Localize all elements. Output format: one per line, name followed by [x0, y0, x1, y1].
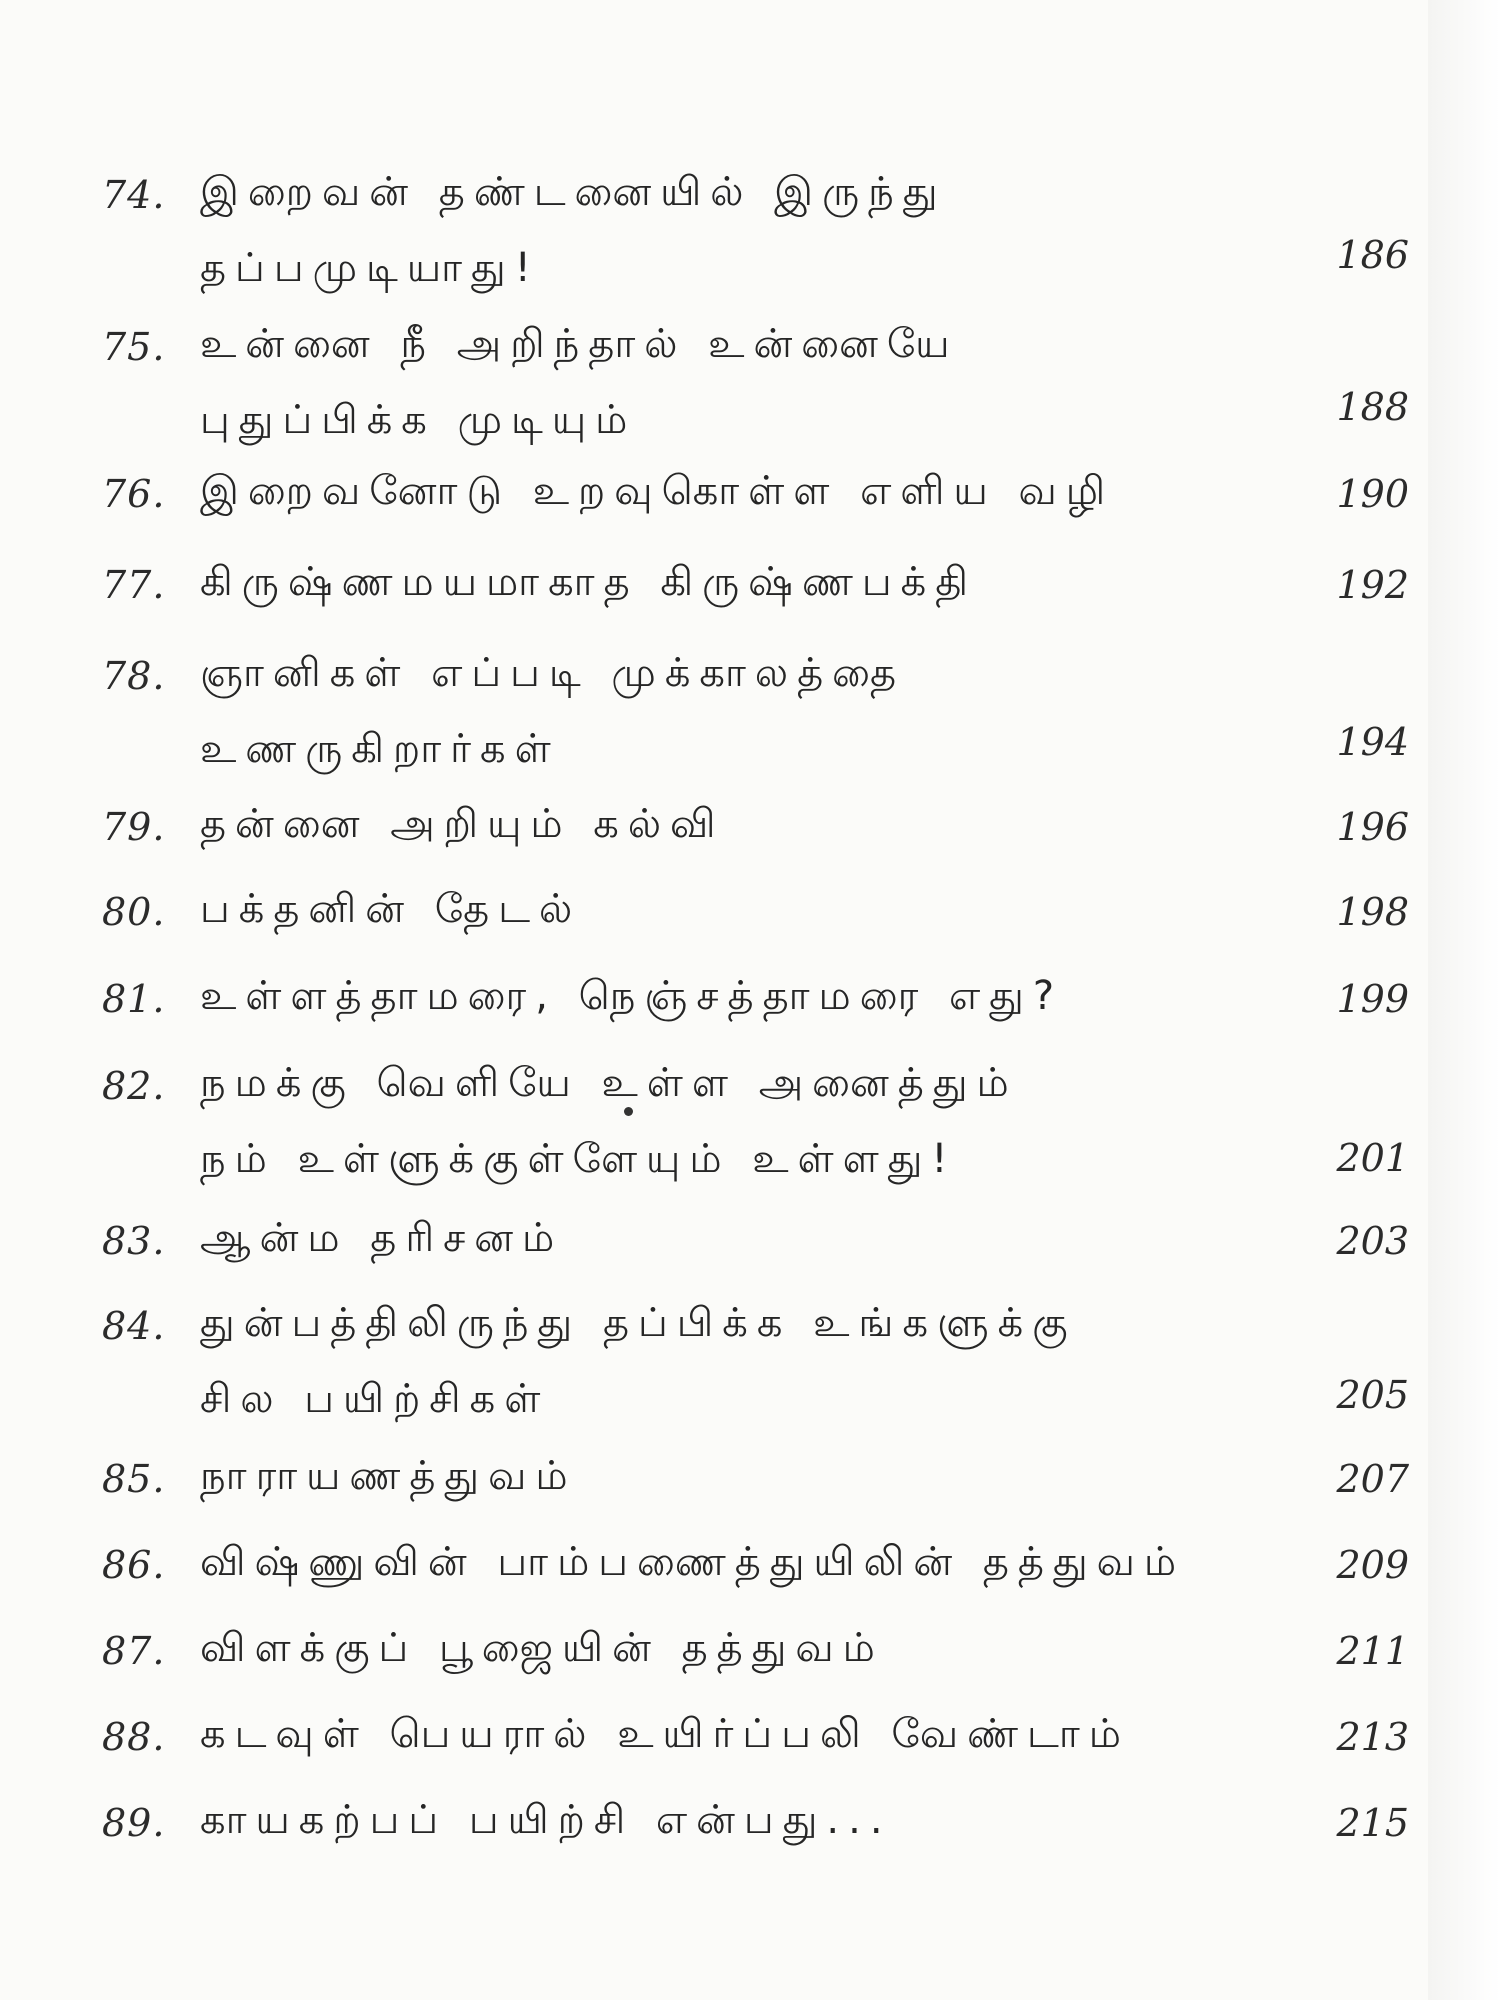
entry-number: 74. [102, 173, 166, 217]
entry-title-line: பக்தனின் தேடல் [200, 886, 582, 932]
entry-page-number: 203 [1336, 1219, 1409, 1263]
entry-page-number: 194 [1336, 720, 1409, 764]
entry-page-number: 201 [1336, 1136, 1409, 1180]
entry-page-number: 196 [1336, 805, 1409, 849]
entry-page-number: 211 [1336, 1629, 1409, 1673]
entry-page-number: 192 [1336, 563, 1409, 607]
entry-title-line: துன்பத்திலிருந்து தப்பிக்க உங்களுக்கு [200, 1300, 1077, 1346]
entry-page-number: 205 [1336, 1373, 1409, 1417]
entry-page-number: 213 [1336, 1715, 1409, 1759]
entry-number: 88. [102, 1715, 166, 1759]
entry-title-line: ஆன்ம தரிசனம் [200, 1215, 564, 1261]
entry-page-number: 209 [1336, 1543, 1409, 1587]
entry-page-number: 186 [1336, 233, 1409, 277]
entry-number: 80. [102, 890, 166, 934]
entry-title-line: நாராயணத்துவம் [200, 1453, 577, 1499]
entry-number: 87. [102, 1629, 166, 1673]
entry-number: 89. [102, 1801, 166, 1845]
entry-title-line: கிருஷ்ணமயமாகாத கிருஷ்ணபக்தி [200, 559, 977, 605]
print-speck [624, 1107, 633, 1116]
entry-title-line: நமக்கு வெளியே உள்ள அனைத்தும் [200, 1060, 1018, 1106]
entry-page-number: 199 [1336, 977, 1409, 1021]
entry-title-line: உணருகிறார்கள் [200, 726, 560, 772]
entry-number: 77. [102, 563, 166, 607]
entry-title-line: விஷ்ணுவின் பாம்பணைத்துயிலின் தத்துவம் [200, 1539, 1186, 1585]
entry-title-line: ஞானிகள் எப்படி முக்காலத்தை [200, 650, 906, 696]
entry-title-line: உள்ளத்தாமரை, நெஞ்சத்தாமரை எது? [200, 973, 1064, 1019]
entry-number: 79. [102, 805, 166, 849]
entry-page-number: 188 [1336, 385, 1409, 429]
entry-title-line: விளக்குப் பூஜையின் தத்துவம் [200, 1625, 884, 1671]
entry-page-number: 198 [1336, 890, 1409, 934]
entry-title-line: காயகற்பப் பயிற்சி என்பது... [200, 1797, 892, 1843]
entry-number: 83. [102, 1219, 166, 1263]
entry-number: 84. [102, 1304, 166, 1348]
entry-title-line: தன்னை அறியும் கல்வி [200, 801, 725, 847]
entry-number: 81. [102, 977, 166, 1021]
entry-title-line: உன்னை நீ அறிந்தால் உன்னையே [200, 321, 959, 367]
entry-title-line: தப்பமுடியாது! [200, 245, 540, 291]
entry-number: 86. [102, 1543, 166, 1587]
entry-title-line: நம் உள்ளுக்குள்ளேயும் உள்ளது! [200, 1136, 957, 1182]
entry-title-line: இறைவன் தண்டனையில் இருந்து [200, 169, 947, 215]
entry-title-line: கடவுள் பெயரால் உயிர்ப்பலி வேண்டாம் [200, 1711, 1130, 1757]
entry-number: 76. [102, 472, 166, 516]
entry-title-line: சில பயிற்சிகள் [200, 1376, 550, 1422]
entry-number: 85. [102, 1457, 166, 1501]
entry-page-number: 207 [1336, 1457, 1409, 1501]
entry-title-line: புதுப்பிக்க முடியும் [200, 397, 637, 443]
entry-number: 82. [102, 1064, 166, 1108]
entry-page-number: 190 [1336, 472, 1409, 516]
entry-number: 75. [102, 325, 166, 369]
entry-title-line: இறைவனோடு உறவுகொள்ள எளிய வழி [200, 468, 1115, 514]
entry-page-number: 215 [1336, 1801, 1409, 1845]
entry-number: 78. [102, 654, 166, 698]
